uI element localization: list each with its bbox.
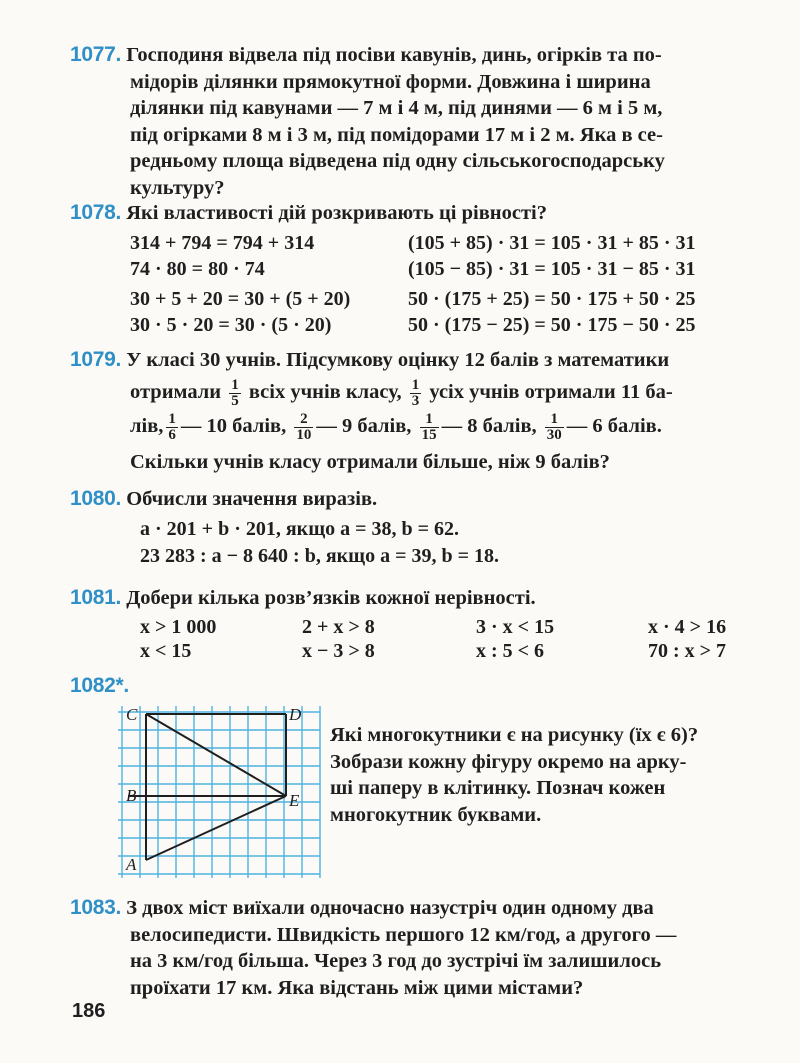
text: — 6 балів. [566,415,662,438]
grid-figure [112,700,327,880]
problem-number: 1077. [70,43,122,66]
problem-1083 [70,895,745,1001]
inequality: x < 15 [140,640,192,662]
denominator: 5 [231,393,239,409]
problem-number: 1080. [70,487,122,510]
denominator: 15 [421,427,437,443]
problem-text-line: під огірками 8 м і 3 м, під помідорами 17 м і 2 м. Яка в се- [130,123,663,146]
problem-number: 1082*. [70,674,129,697]
inequality: x · 4 > 16 [648,616,727,638]
fraction [410,378,422,409]
denominator: 30 [546,427,562,443]
text: лів, [130,415,164,438]
problem-text-line: на 3 км/год більша. Через 3 год до зустрічі їм залишилось [130,950,662,972]
problem-text-line: мідорів ділянки прямокутної форми. Довжина і ширина [130,70,651,93]
problem-1079-line2 [130,378,673,409]
equation: 50 · (175 + 25) = 50 · 175 + 50 · 25 [408,288,696,310]
equation: 30 + 5 + 20 = 30 + (5 + 20) [130,288,351,310]
equation: 74 · 80 = 80 · 74 [130,258,265,280]
inequality: 70 : x > 7 [648,640,727,662]
text: отримали [130,381,222,404]
problem-text-line: ші паперу в клітинку. Познач кожен [330,777,666,799]
problem-text-line: Зобрази кожну фігуру окремо на арку- [330,750,687,773]
problem-text-line: проїхати 17 км. Яка відстань між цими містами? [130,976,584,999]
text: — 8 балів, [441,415,537,438]
equation: (105 − 85) · 31 = 105 · 31 − 85 · 31 [408,258,696,280]
problem-1082-text [330,722,745,828]
problem-number: 1078. [70,201,122,224]
problem-1079 [70,347,745,374]
problem-text-line: У класі 30 учнів. Підсумкову оцінку 12 балів з математики [126,349,670,371]
problem-text-line: Господиня відвела під посіви кавунів, динь, огірків та по- [126,44,662,66]
fraction [229,378,241,409]
problem-text-line: ділянки під кавунами — 7 м і 4 м, під динями — 6 м і 5 м, [130,97,663,119]
problem-number: 1079. [70,348,122,371]
numerator: 1 [420,412,439,428]
problem-text-line: редньому площа відведена під одну сільськогосподарську [130,150,665,172]
numerator: 1 [168,411,176,427]
expression: 23 283 : a − 8 640 : b, якщо a = 39, b = 18. [140,545,499,567]
denominator: 3 [411,393,420,409]
label-B: B [126,786,137,805]
inequality: x > 1 000 [140,616,217,638]
problem-text-line: многокутник буквами. [330,803,542,826]
text: усіх учнів отримали 11 ба- [429,381,673,404]
label-D: D [289,705,302,724]
expression: a · 201 + b · 201, якщо a = 38, b = 62. [140,518,460,540]
problem-1081 [70,585,745,612]
problem-text-line: культуру? [130,176,225,199]
numerator: 1 [545,412,564,428]
denominator: 6 [168,427,176,443]
inequality: 2 + x > 8 [302,616,375,638]
label-A: A [126,855,137,874]
denominator: 10 [296,427,312,443]
inequality: 3 · x < 15 [476,616,555,638]
numerator: 2 [294,412,313,428]
page-number: 186 [72,1000,106,1022]
text: — 10 балів, [180,415,287,438]
problem-1079-line3 [130,412,662,443]
numerator: 1 [411,377,420,393]
problem-number: 1083. [70,896,122,919]
fraction [166,412,178,443]
equation: 50 · (175 − 25) = 50 · 175 − 50 · 25 [408,314,696,336]
problem-text: Які властивості дій розкривають ці рівності? [126,202,547,224]
problem-1082 [70,674,745,698]
equation: 30 · 5 · 20 = 30 · (5 · 20) [130,314,332,336]
text: всіх учнів класу, [248,381,402,404]
problem-text-line: Які многокутники є на рисунку (їх є 6)? [330,724,699,746]
label-E: E [289,791,300,810]
problem-number: 1081. [70,586,122,609]
problem-text-line: З двох міст виїхали одночасно назустріч один одному два [126,897,654,919]
equation: (105 + 85) · 31 = 105 · 31 + 85 · 31 [408,232,696,254]
problem-1077 [70,42,745,201]
inequality: x : 5 < 6 [476,640,545,662]
problem-text: Обчисли значення виразів. [126,488,378,510]
problem-1080 [70,486,745,513]
text: — 9 балів, [316,415,412,438]
fraction [545,412,564,443]
fraction [294,412,313,443]
problem-1078 [70,200,745,227]
problem-text-line: Скільки учнів класу отримали більше, ніж 9 балів? [130,451,610,473]
problem-text: Добери кілька розв’язків кожної нерівності. [126,587,536,609]
equation: 314 + 794 = 794 + 314 [130,232,315,254]
fraction [420,412,439,443]
label-C: C [126,705,138,724]
numerator: 1 [231,377,239,393]
inequality: x − 3 > 8 [302,640,375,662]
problem-text-line: велосипедисти. Швидкість першого 12 км/год, а другого — [130,923,677,946]
